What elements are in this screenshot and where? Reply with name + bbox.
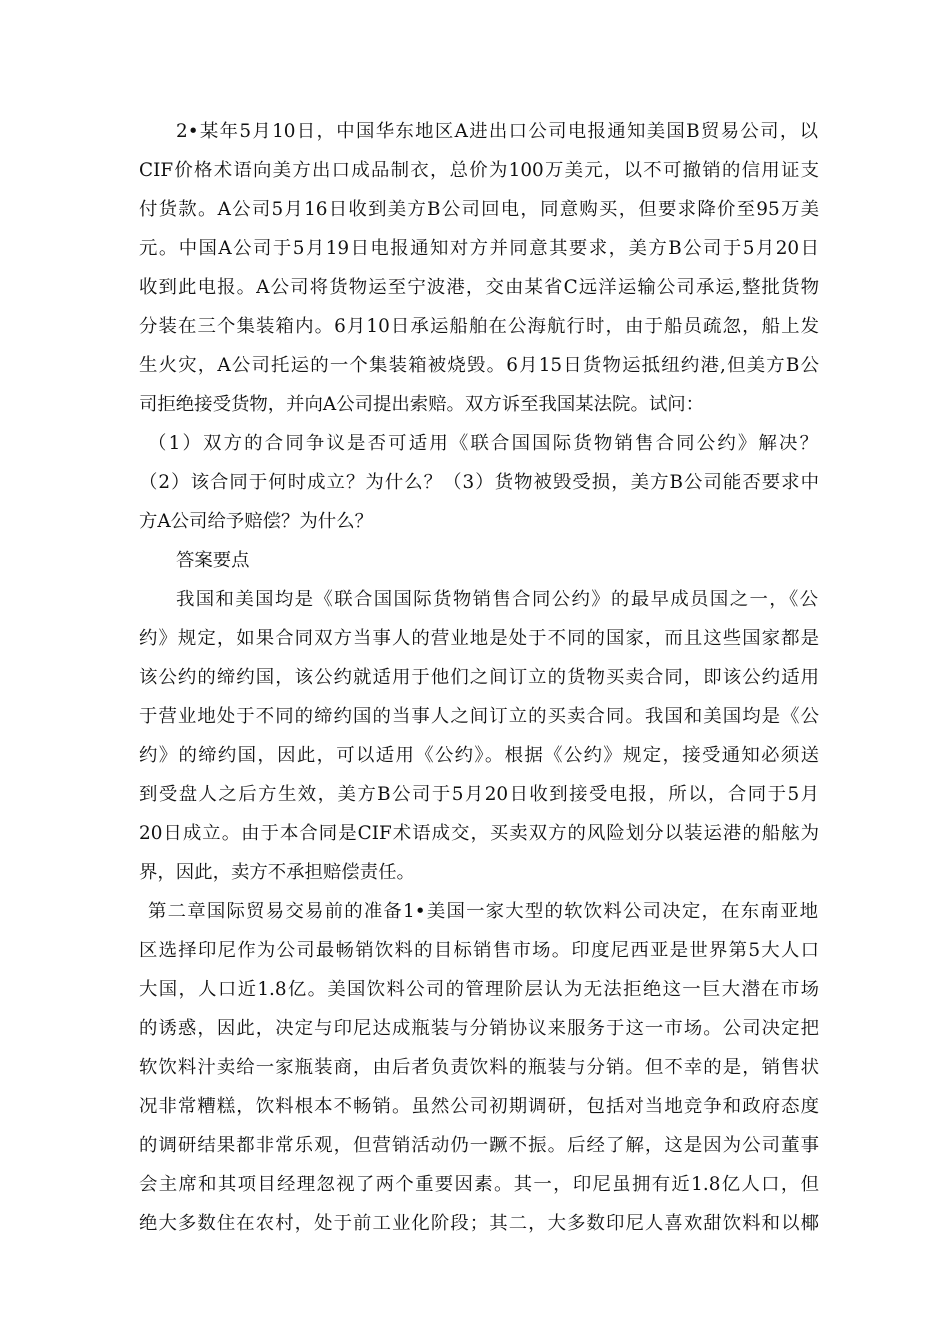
text-line: 界，因此，卖方不承担赔偿责任。 [139, 862, 415, 883]
text-line: （1）双方的合同争议是否可适用《联合国国际货物销售合同公约》解决？ [148, 433, 818, 454]
text-line: 收到此电报。A公司将货物运至宁波港，交由某省C远洋运输公司承运,整批货物 [139, 277, 819, 298]
text-line: 付货款。A公司5月16日收到美方B公司回电，同意购买，但要求降价至95万美 [139, 199, 819, 220]
text-line: 该公约的缔约国，该公约就适用于他们之间订立的货物买卖合同，即该公约适用 [139, 667, 819, 688]
text-line: 到受盘人之后方生效，美方B公司于5月20日收到接受电报，所以，合同于5月 [139, 784, 819, 805]
text-line: 答案要点 [176, 550, 250, 571]
text-line: 元。中国A公司于5月19日电报通知对方并同意其要求，美方B公司于5月20日 [139, 238, 819, 259]
text-line: 约》规定，如果合同双方当事人的营业地是处于不同的国家，而且这些国家都是 [139, 628, 819, 649]
text-line: 分装在三个集装箱内。6月10日承运船舶在公海航行时，由于船员疏忽，船上发 [139, 316, 819, 337]
text-line: 司拒绝接受货物，并向A公司提出索赔。双方诉至我国某法院。试问： [139, 394, 705, 415]
text-line: （2）该合同于何时成立？为什么？（3）货物被毁受损，美方B公司能否要求中 [139, 472, 819, 493]
text-line: 2•某年5月10日，中国华东地区A进出口公司电报通知美国B贸易公司，以 [176, 121, 818, 142]
text-line: 于营业地处于不同的缔约国的当事人之间订立的买卖合同。我国和美国均是《公 [139, 706, 819, 727]
text-line: 会主席和其项目经理忽视了两个重要因素。其一，印尼虽拥有近1.8亿人口，但 [139, 1174, 819, 1195]
text-line: 绝大多数住在农村，处于前工业化阶段；其二，大多数印尼人喜欢甜饮料和以椰 [139, 1213, 819, 1234]
text-line: 生火灾，A公司托运的一个集装箱被烧毁。6月15日货物运抵纽约港,但美方B公 [139, 355, 819, 376]
text-line: 第二章国际贸易交易前的准备1•美国一家大型的软饮料公司决定，在东南亚地 [148, 901, 818, 922]
text-line: 约》的缔约国，因此，可以适用《公约》。根据《公约》规定，接受通知必须送 [139, 745, 819, 766]
text-line: 我国和美国均是《联合国国际货物销售合同公约》的最早成员国之一，《公 [176, 589, 818, 610]
text-line: 的诱惑，因此，决定与印尼达成瓶装与分销协议来服务于这一市场。公司决定把 [139, 1018, 819, 1039]
text-line: 大国，人口近1.8亿。美国饮料公司的管理阶层认为无法拒绝这一巨大潜在市场 [139, 979, 819, 1000]
text-line: 软饮料汁卖给一家瓶装商，由后者负责饮料的瓶装与分销。但不幸的是，销售状 [139, 1057, 819, 1078]
text-line: 况非常糟糕，饮料根本不畅销。虽然公司初期调研，包括对当地竞争和政府态度 [139, 1096, 819, 1117]
text-line: CIF价格术语向美方出口成品制衣，总价为100万美元，以不可撤销的信用证支 [139, 160, 819, 181]
text-line: 区选择印尼作为公司最畅销饮料的目标销售市场。印度尼西亚是世界第5大人口 [139, 940, 819, 961]
text-line: 方A公司给予赔偿？为什么？ [139, 511, 373, 532]
text-line: 20日成立。由于本合同是CIF术语成交，买卖双方的风险划分以装运港的船舷为 [139, 823, 819, 844]
text-line: 的调研结果都非常乐观，但营销活动仍一蹶不振。后经了解，这是因为公司董事 [139, 1135, 819, 1156]
